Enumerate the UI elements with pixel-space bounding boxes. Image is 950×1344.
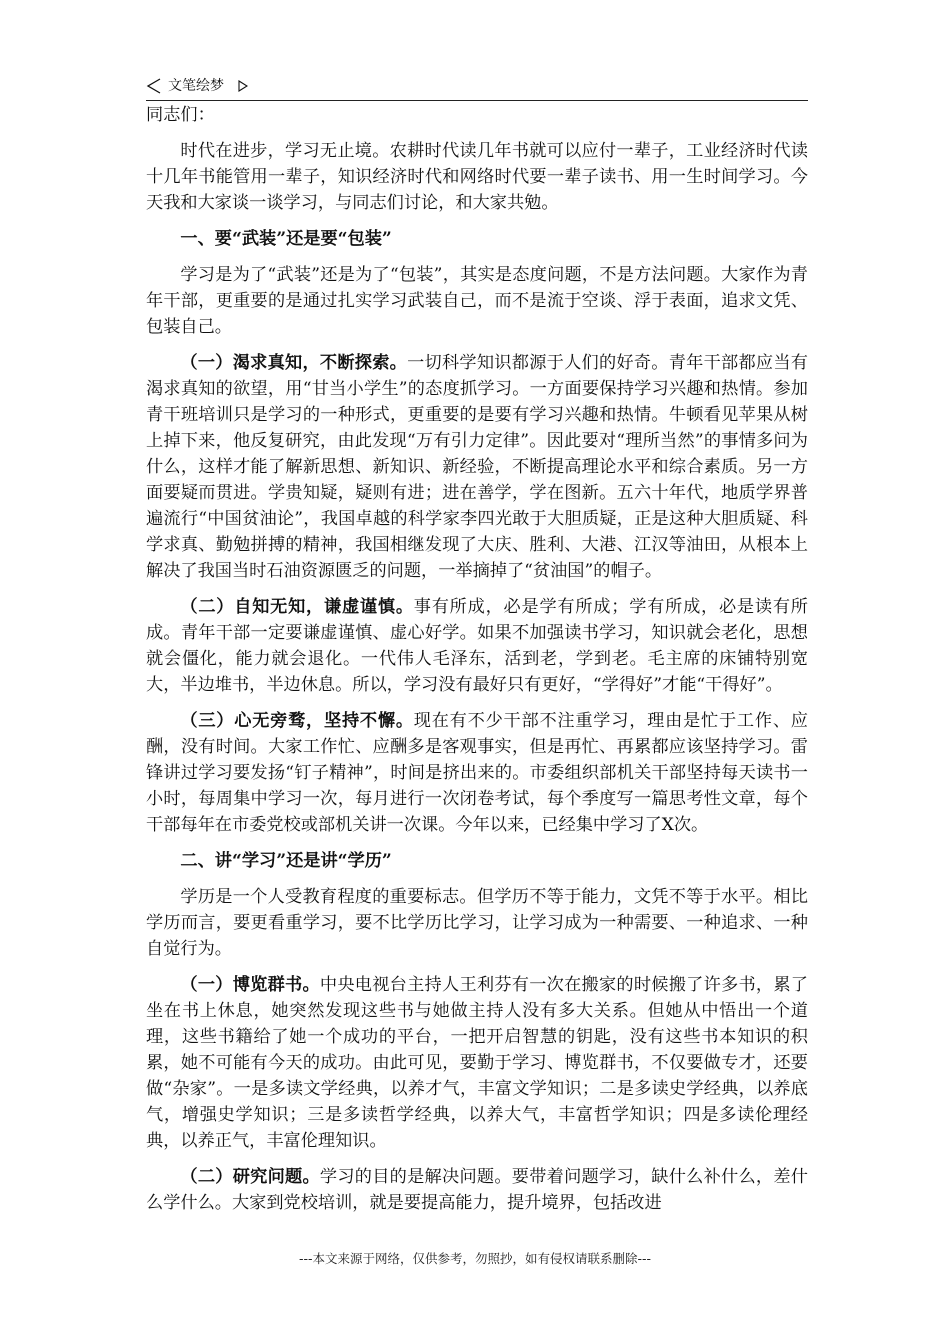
triangle-left-icon: [146, 78, 162, 94]
section-paragraph: 学历是一个人受教育程度的重要标志。但学历不等于能力，文凭不等于水平。相比学历而言，要更看重学习，要不比学历比学习，让学习成为一种需要、一种追求、一种自觉行为。: [146, 887, 808, 959]
subsection-text: 现在有不少干部不注重学习，理由是忙于工作、应酬，没有时间。大家工作忙、应酬多是客观事实，但是再忙、再累都应该坚持学习。雷锋讲过学习要发扬“钉子精神”，时间是挤出来的。市委组织部机关干部坚持每天读书一小时，每周集中学习一次，每月进行一次闭卷考试，每个季度写一篇思考性文章，每个干部每年在市委党校或部机关讲一次课。今年以来，已经集中学习了X次。: [146, 711, 808, 835]
intro-paragraph: 时代在进步，学习无止境。农耕时代读几年书就可以应付一辈子，工业经济时代读十几年书能管用一辈子，知识经济时代和网络时代要一辈子读书、用一生时间学习。今天我和大家谈一谈学习，与同志们讨论，和大家共勉。: [146, 141, 808, 213]
subsection-text: 事有所成，必是学有所成；学有所成，必是读有所成。青年干部一定要谦虚谨慎、虚心好学。如果不加强读书学习，知识就会老化，思想就会僵化，能力就会退化。一代伟人毛泽东，活到老，学到老。毛主席的床铺特别宽大，半边堆书，半边休息。所以，学习没有最好只有更好，“学得好”才能“干得好”。: [146, 597, 808, 695]
section-heading: 二、讲“学习”还是讲“学历”: [180, 851, 392, 871]
subsection-lead: （一）博览群书。: [180, 975, 320, 995]
subsection-text: 一切科学知识都源于人们的好奇。青年干部都应当有渴求真知的欲望，用“甘当小学生”的态度抓学习。一方面要保持学习兴趣和热情。参加青干班培训只是学习的一种形式，更重要的是要有学习兴趣和热情。牛顿看见苹果从树上掉下来，他反复研究，由此发现“万有引力定律”。因此要对“理所当然”的事情多问为什么，这样才能了解新思想、新知识、新经验，不断提高理论水平和综合素质。另一方面要疑而贯进。学贵知疑，疑则有进；进在善学，学在图新。五六十年代，地质学界普遍流行“中国贫油论”，我国卓越的科学家李四光敢于大胆质疑，正是这种大胆质疑、科学求真、勤勉拼搏的精神，我国相继发现了大庆、胜利、大港、江汉等油田，从根本上解决了我国当时石油资源匮乏的问题，一举摘掉了“贫油国”的帽子。: [146, 353, 808, 581]
subsection-paragraph: [146, 972, 808, 1154]
subsection-text: 中央电视台主持人王利芬有一次在搬家的时候搬了许多书，累了坐在书上休息，她突然发现这些书与她做主持人没有多大关系。但她从中悟出一个道理，这些书籍给了她一个成功的平台，一把开启智慧的钥匙，没有这些书本知识的积累，她不可能有今天的成功。由此可见，要勤于学习、博览群书，不仅要做专才，还要做“杂家”。一是多读文学经典，以养才气，丰富文学知识；二是多读史学经典，以养底气，增强史学知识；三是多读哲学经典，以养大气，丰富哲学知识；四是多读伦理经典，以养正气，丰富伦理知识。: [146, 975, 808, 1151]
subsection-lead: （二）研究问题。: [180, 1167, 320, 1187]
footer-note: ---本文来源于网络，仅供参考，勿照抄，如有侵权请联系删除---: [298, 1251, 652, 1266]
subsection-lead: （一）渴求真知，不断探索。: [180, 353, 408, 373]
section-paragraph: 学习是为了“武装”还是为了“包装”，其实是态度问题，不是方法问题。大家作为青年干部，更重要的是通过扎实学习武装自己，而不是流于空谈、浮于表面，追求文凭、包装自己。: [146, 265, 808, 337]
subsection-lead: （二）自知无知，谦虚谨慎。: [180, 597, 414, 617]
subsection-paragraph: [146, 708, 808, 838]
section-heading: 一、要“武装”还是要“包装”: [180, 229, 392, 249]
subsection-paragraph: [146, 350, 808, 584]
page-header: [146, 76, 808, 101]
header-brand: 文笔绘梦: [168, 78, 224, 94]
subsection-paragraph: [146, 594, 808, 698]
subsection-lead: （三）心无旁骛，坚持不懈。: [180, 711, 414, 731]
subsection-paragraph: [146, 1164, 808, 1216]
document-body: [146, 100, 808, 1216]
salutation: 同志们：: [146, 105, 215, 125]
triangle-right-icon: [238, 80, 248, 92]
subsection-text: 学习的目的是解决问题。要带着问题学习，缺什么补什么，差什么学什么。大家到党校培训，就是要提高能力，提升境界，包括改进: [146, 1167, 808, 1213]
